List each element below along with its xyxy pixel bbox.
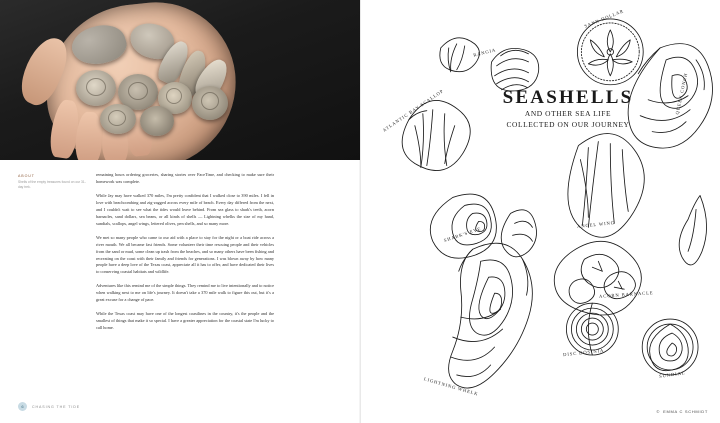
left-page-body <box>0 160 360 423</box>
folio <box>18 402 80 411</box>
caption-text: Shells of the empty treasures found on our 31-day trek. <box>18 180 86 189</box>
label-lightning-whelk: LIGHTNING WHELK <box>423 376 480 397</box>
artist-credit <box>656 409 708 414</box>
label-atlantic-bay-scallop: ATLANTIC BAY SCALLOP <box>381 88 445 133</box>
shell-spiral-detail <box>201 92 219 110</box>
label-sand-dollar: SAND DOLLAR <box>583 8 625 29</box>
chapter-name: CHASING THE TIDE <box>32 404 81 409</box>
shell-spiral-detail <box>128 82 148 100</box>
label-sundial: SUNDIAL <box>658 370 686 379</box>
page-subtitle-2: COLLECTED ON OUR JOURNEY <box>506 120 630 129</box>
caption-label: ABOUT <box>18 174 35 178</box>
artist-name: EMMA C SCHMIDT <box>663 409 708 414</box>
right-page <box>360 0 720 423</box>
body-text-column <box>96 172 274 339</box>
label-acorn-barnacle: ACORN BARNACLE <box>598 290 654 299</box>
shell-object <box>140 106 174 136</box>
label-rangia: RANGIA <box>472 47 497 58</box>
page-subtitle-1: AND OTHER SEA LIFE <box>524 109 612 118</box>
shell-spiral-detail <box>166 88 182 104</box>
page-number: 6 <box>18 402 27 411</box>
shell-spiral-detail <box>108 110 126 126</box>
shell-spiral-detail <box>86 78 106 96</box>
label-queen-conch: QUEEN CONCH <box>674 72 689 116</box>
label-angel-wing: ANGEL WING <box>576 220 616 229</box>
body-paragraph: Adventures like this remind me of the simple things. They remind me to live intentionally and to notice when walking next to me on life's journey. It doesn't take a 370 mile walk to figure this out, but it's a great excuse for a change of pace. <box>96 283 274 303</box>
body-paragraph: While the Texas coast may have one of the longest coastlines in the country, it's the people and the smallest of things that make it so special. I have a greater appreciation for the coastal state I'm lucky to call home. <box>96 311 274 331</box>
body-paragraph: We met so many people who came to our aid with a place to stay for the night or a boat ride across a river mouth. We all became fast friends. Some volunteer their time rescuing people and their vehicles from the sand or mud, some clean up trash from the beaches, and so many others have been fishing and recreating on the coast with their family and friends for generations. I was blown away by how many people have a deep love of the Texas coast, appreciate all it has to offer, and have dedicated their lives to conserving coastal habitats and wildlife. <box>96 234 274 275</box>
label-sharks-eye: SHARK'S EYE <box>443 226 482 243</box>
copyright-icon: © <box>656 409 661 414</box>
photo-caption <box>18 174 90 190</box>
body-paragraph: remaining hours ordering groceries, sharing stories over FaceTime, and checking to make sure their homework was complete. <box>96 172 274 184</box>
hand-holding-seashells-photo <box>0 0 360 160</box>
label-disc-dosinia: DISC DOSINIA <box>562 347 605 358</box>
page-title: SEASHELLS <box>502 87 634 108</box>
seashell-illustration <box>361 0 720 422</box>
body-paragraph: While Jay may have walked 370 miles, I'm pretty confident that I walked close to 390 miles. I fell in love with beachcombing and zig-zagged across every mile of beach. Every day differed from the next, and I couldn't wait to see what the tides would leave behind. From sea glass to shark's teeth, acorn barnacles, sand dollars, sea beans, or all kinds of shells — Lightning whelks the size of my hand, sundials, scallops, angel wings, lettered olives, pen shells, and so many more. <box>96 192 274 226</box>
